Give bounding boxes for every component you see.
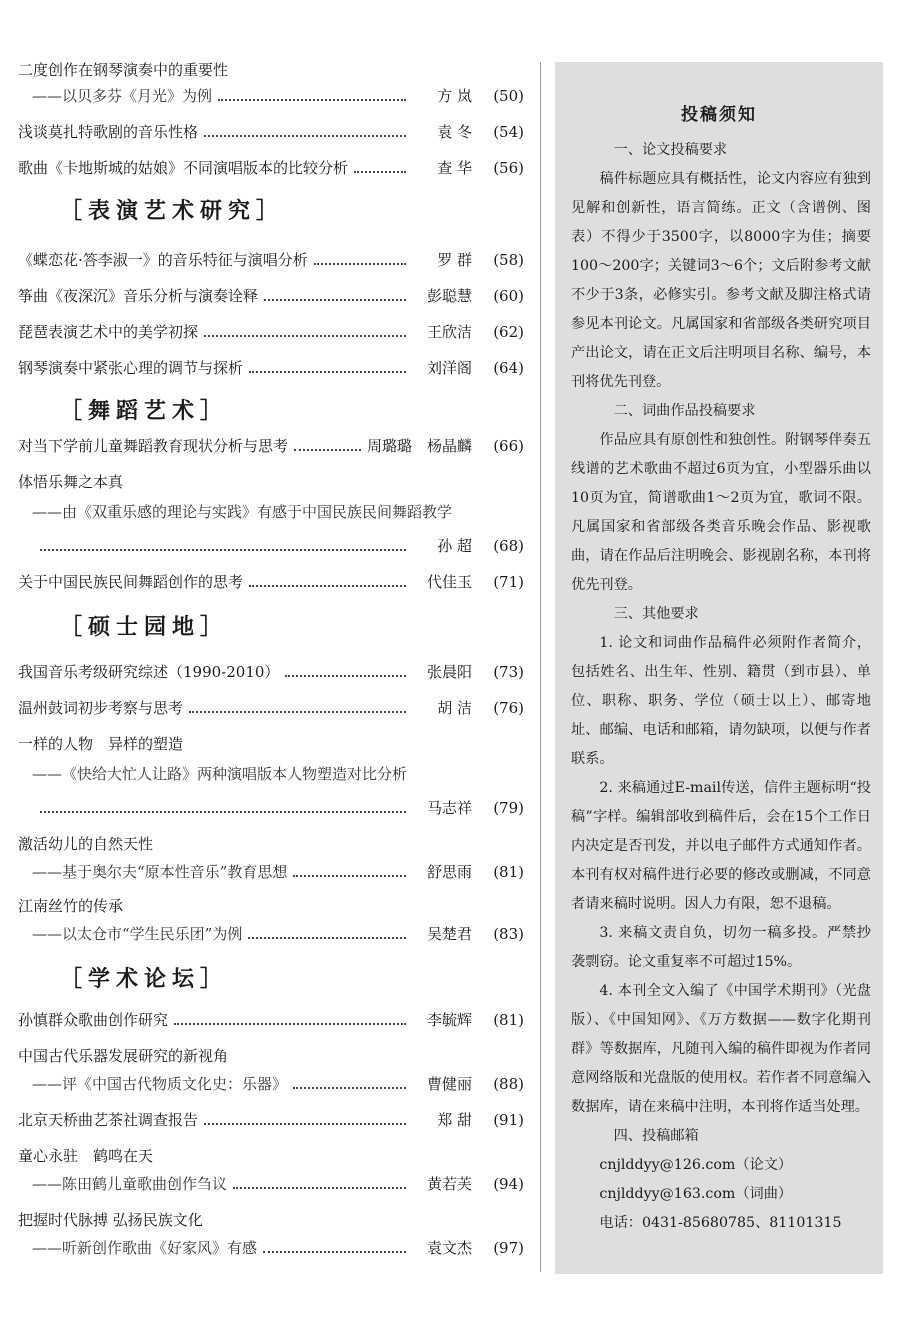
notice-heading-2: 二、词曲作品投稿要求 (613, 403, 756, 419)
toc-entry-subtitle: ——由《双重乐感的理论与实践》有感于中国民族民间舞蹈教学 (32, 503, 453, 521)
toc-entry-page: (60) (493, 287, 524, 305)
toc-entry (18, 54, 524, 80)
toc-entry-title: 歌曲《卡地斯城的姑娘》不同演唱版本的比较分析 (18, 159, 349, 177)
leader-dots (218, 98, 406, 101)
toc-entry-page: (68) (493, 537, 524, 555)
toc-entry-author: 吴楚君 (426, 925, 472, 943)
toc-entry-title: 温州鼓词初步考察与思考 (18, 699, 184, 717)
notice-body (571, 136, 871, 1238)
toc-entry (18, 496, 524, 522)
toc-entry-author: 孙 超 (437, 537, 472, 555)
notice-phone: 电话：0431-85680785、81101315 (599, 1215, 842, 1231)
toc-entry-subtitle: ——以太仓市“学生民乐团”为例 (32, 925, 243, 943)
toc-entry (18, 1168, 524, 1194)
notice-paragraph-1: 稿件标题应具有概括性，论文内容应有独到见解和创新性，语言简练。正文（含谱例、图表）不得少于3500字，以8000字为佳；摘要100～200字；关键词3～6个；文后附参考文献不少于3条，必修实引。参考文献及脚注格式请参见本刊论文。凡属国家和省部级各类研究项目产出论文，请在正文后注明项目名称、编号，本刊将优先刊登。 (571, 171, 871, 390)
toc-entry-title: 对当下学前儿童舞蹈教育现状分析与思考 (18, 437, 289, 455)
toc-entry-author: 张晨阳 (426, 663, 472, 681)
column-divider (540, 62, 541, 1272)
section-heading: ［硕士园地］ (60, 614, 229, 640)
toc-entry-page: (71) (493, 573, 524, 591)
notice-paragraph-2: 作品应具有原创性和独创性。附钢琴伴奏五线谱的艺术歌曲不超过6页为宜，小型器乐曲以10页为宜，简谱歌曲1～2页为宜，歌词不限。凡属国家和省部级各类音乐晚会作品、影视歌曲，请在作品后注明晚会、影视剧名称，本刊将优先刊登。 (571, 432, 871, 593)
toc-entry-title: 孙慎群众歌曲创作研究 (18, 1011, 169, 1029)
toc-entry-author: 曹健丽 (426, 1075, 472, 1093)
toc-entry (18, 1204, 524, 1230)
leader-dots (189, 710, 406, 713)
notice-paragraph-4: 2. 来稿通过E-mail传送，信件主题标明“投稿”字样。编辑部收到稿件后，会在15个工作日内决定是否刊发，并以电子邮件方式通知作者。本刊有权对稿件进行必要的修改或删减，不同意者请来稿时说明。因人力有限，恕不退稿。 (571, 780, 871, 912)
leader-dots (204, 1122, 406, 1125)
notice-heading-1: 一、论文投稿要求 (613, 142, 728, 158)
toc-entry (18, 728, 524, 754)
toc-entry (18, 656, 524, 682)
toc-entry-page: (50) (493, 87, 524, 105)
toc-entry-page: (54) (493, 123, 524, 141)
toc-entry-page: (91) (493, 1111, 524, 1129)
toc-entry (18, 856, 524, 882)
toc-entry (18, 280, 524, 306)
toc-entry-page: (62) (493, 323, 524, 341)
notice-heading-3: 三、其他要求 (613, 606, 699, 622)
toc-entry-page: (64) (493, 359, 524, 377)
leader-dots (204, 334, 406, 337)
toc-entry (18, 244, 524, 270)
toc-entry-page: (79) (493, 799, 524, 817)
toc-entry-author: 罗 群 (437, 251, 472, 269)
toc-entry-title: 把握时代脉搏 弘扬民族文化 (18, 1211, 203, 1229)
toc-entry (18, 352, 524, 378)
toc-entry-title: 二度创作在钢琴演奏中的重要性 (18, 61, 229, 79)
notice-paragraph-3: 1. 论文和词曲作品稿件必须附作者简介，包括姓名、出生年、性别、籍贯（到市县）、单位、职称、职务、学位（硕士以上）、邮寄地址、邮编、电话和邮箱，请勿缺项，以便与作者联系。 (571, 635, 871, 767)
leader-dots (248, 936, 406, 939)
toc-entry-title: 筝曲《夜深沉》音乐分析与演奏诠释 (18, 287, 259, 305)
toc-entry-page: (83) (493, 925, 524, 943)
toc-entry-page: (66) (493, 437, 524, 455)
toc-entry-title: 琵琶表演艺术中的美学初探 (18, 323, 199, 341)
toc-entry (18, 530, 524, 556)
toc-entry (18, 1040, 524, 1066)
toc-entry-author: 查 华 (437, 159, 472, 177)
toc-entry-title: 钢琴演奏中紧张心理的调节与探析 (18, 359, 244, 377)
toc-entry (18, 566, 524, 592)
toc-entry-title: 童心永驻 鹤鸣在天 (18, 1147, 154, 1165)
leader-dots (40, 548, 406, 551)
toc-entry-page: (81) (493, 863, 524, 881)
toc-entry-subtitle: ——基于奥尔夫“原本性音乐”教育思想 (32, 863, 288, 881)
toc-entry (18, 1068, 524, 1094)
toc-entry (18, 152, 524, 178)
section-heading: ［学术论坛］ (60, 966, 229, 992)
toc-entry (18, 1140, 524, 1166)
toc-entry (18, 792, 524, 818)
toc-entry-author: 胡 洁 (437, 699, 472, 717)
toc-entry-page: (88) (493, 1075, 524, 1093)
toc-entry (18, 116, 524, 142)
leader-dots (249, 370, 406, 373)
toc-entry-title: 我国音乐考级研究综述（1990-2010） (18, 663, 280, 681)
section-heading: ［舞蹈艺术］ (60, 398, 229, 424)
toc-entry-author: 马志祥 (426, 799, 472, 817)
toc-entry (18, 1004, 524, 1030)
leader-dots (294, 448, 361, 451)
toc-entry-subtitle: ——《快给大忙人让路》两种演唱版本人物塑造对比分析 (32, 765, 408, 783)
leader-dots (249, 584, 406, 587)
leader-dots (204, 134, 406, 137)
toc-entry-page: (76) (493, 699, 524, 717)
toc-entry-title: 浅谈莫扎特歌剧的音乐性格 (18, 123, 199, 141)
toc-entry (18, 758, 524, 784)
toc-entry (18, 316, 524, 342)
leader-dots (263, 1250, 406, 1253)
toc-entry-author: 郑 甜 (437, 1111, 472, 1129)
toc-entry-author: 彭聪慧 (426, 287, 472, 305)
toc-entry (18, 1104, 524, 1130)
toc-entry-subtitle: ——以贝多芬《月光》为例 (32, 87, 213, 105)
leader-dots (264, 298, 406, 301)
leader-dots (293, 874, 406, 877)
toc-entry-subtitle: ——评《中国古代物质文化史：乐器》 (32, 1075, 288, 1093)
toc-entry-title: 《蝶恋花·答李淑一》的音乐特征与演唱分析 (18, 251, 308, 269)
toc-entry (18, 80, 524, 106)
toc-entry-title: 北京天桥曲艺茶社调查报告 (18, 1111, 199, 1129)
toc-entry-page: (58) (493, 251, 524, 269)
notice-heading-4: 四、投稿邮箱 (613, 1128, 699, 1144)
toc-entry-author: 周璐璐 杨晶麟 (366, 437, 472, 455)
toc-entry-page: (94) (493, 1175, 524, 1193)
toc-entry-page: (56) (493, 159, 524, 177)
leader-dots (293, 1086, 406, 1089)
toc-entry-author: 方 岚 (437, 87, 472, 105)
notice-title: 投稿须知 (681, 105, 757, 125)
toc-entry-subtitle: ——听新创作歌曲《好家风》有感 (32, 1239, 258, 1257)
toc-entry (18, 828, 524, 854)
toc-entry-author: 李毓辉 (426, 1011, 472, 1029)
toc-entry-author: 袁 冬 (437, 123, 472, 141)
toc-entry (18, 1232, 524, 1258)
toc-entry-subtitle: ——陈田鹤儿童歌曲创作刍议 (32, 1175, 228, 1193)
notice-paragraph-5: 3. 来稿文责自负，切勿一稿多投。严禁抄袭剽窃。论文重复率不可超过15%。 (571, 925, 871, 970)
toc-entry (18, 918, 524, 944)
submission-notice-box (555, 62, 883, 1274)
toc-entry-author: 王欣洁 (426, 323, 472, 341)
toc-entry (18, 430, 524, 456)
leader-dots (354, 170, 406, 173)
leader-dots (174, 1022, 406, 1025)
toc-entry-title: 体悟乐舞之本真 (18, 473, 124, 491)
toc-entry-author: 舒思雨 (426, 863, 472, 881)
toc-entry-page: (81) (493, 1011, 524, 1029)
toc-entry-title: 关于中国民族民间舞蹈创作的思考 (18, 573, 244, 591)
toc-entry-author: 刘洋阁 (426, 359, 472, 377)
notice-email-1: cnjlddyy@126.com（论文） (599, 1157, 793, 1173)
notice-email-2: cnjlddyy@163.com（词曲） (599, 1186, 793, 1202)
leader-dots (314, 262, 406, 265)
section-heading: ［表演艺术研究］ (60, 198, 285, 224)
toc-entry-title: 一样的人物 异样的塑造 (18, 735, 184, 753)
leader-dots (233, 1186, 406, 1189)
toc-entry-author: 黄若芙 (426, 1175, 472, 1193)
leader-dots (285, 674, 406, 677)
toc-entry-page: (97) (493, 1239, 524, 1257)
toc-entry (18, 890, 524, 916)
leader-dots (40, 810, 406, 813)
toc-entry (18, 692, 524, 718)
notice-paragraph-6: 4. 本刊全文入编了《中国学术期刊》（光盘版）、《中国知网》、《万方数据——数字化期刊群》等数据库，凡随刊入编的稿件即视为作者同意网络版和光盘版的使用权。若作者不同意编入数据库，请在来稿中注明，本刊将作适当处理。 (571, 983, 871, 1115)
toc-entry (18, 466, 524, 492)
toc-entry-page: (73) (493, 663, 524, 681)
toc-entry-title: 中国古代乐器发展研究的新视角 (18, 1047, 229, 1065)
toc-entry-title: 激活幼儿的自然天性 (18, 835, 154, 853)
toc-entry-author: 代佳玉 (426, 573, 472, 591)
toc-entry-author: 袁文杰 (426, 1239, 472, 1257)
toc-entry-title: 江南丝竹的传承 (18, 897, 124, 915)
